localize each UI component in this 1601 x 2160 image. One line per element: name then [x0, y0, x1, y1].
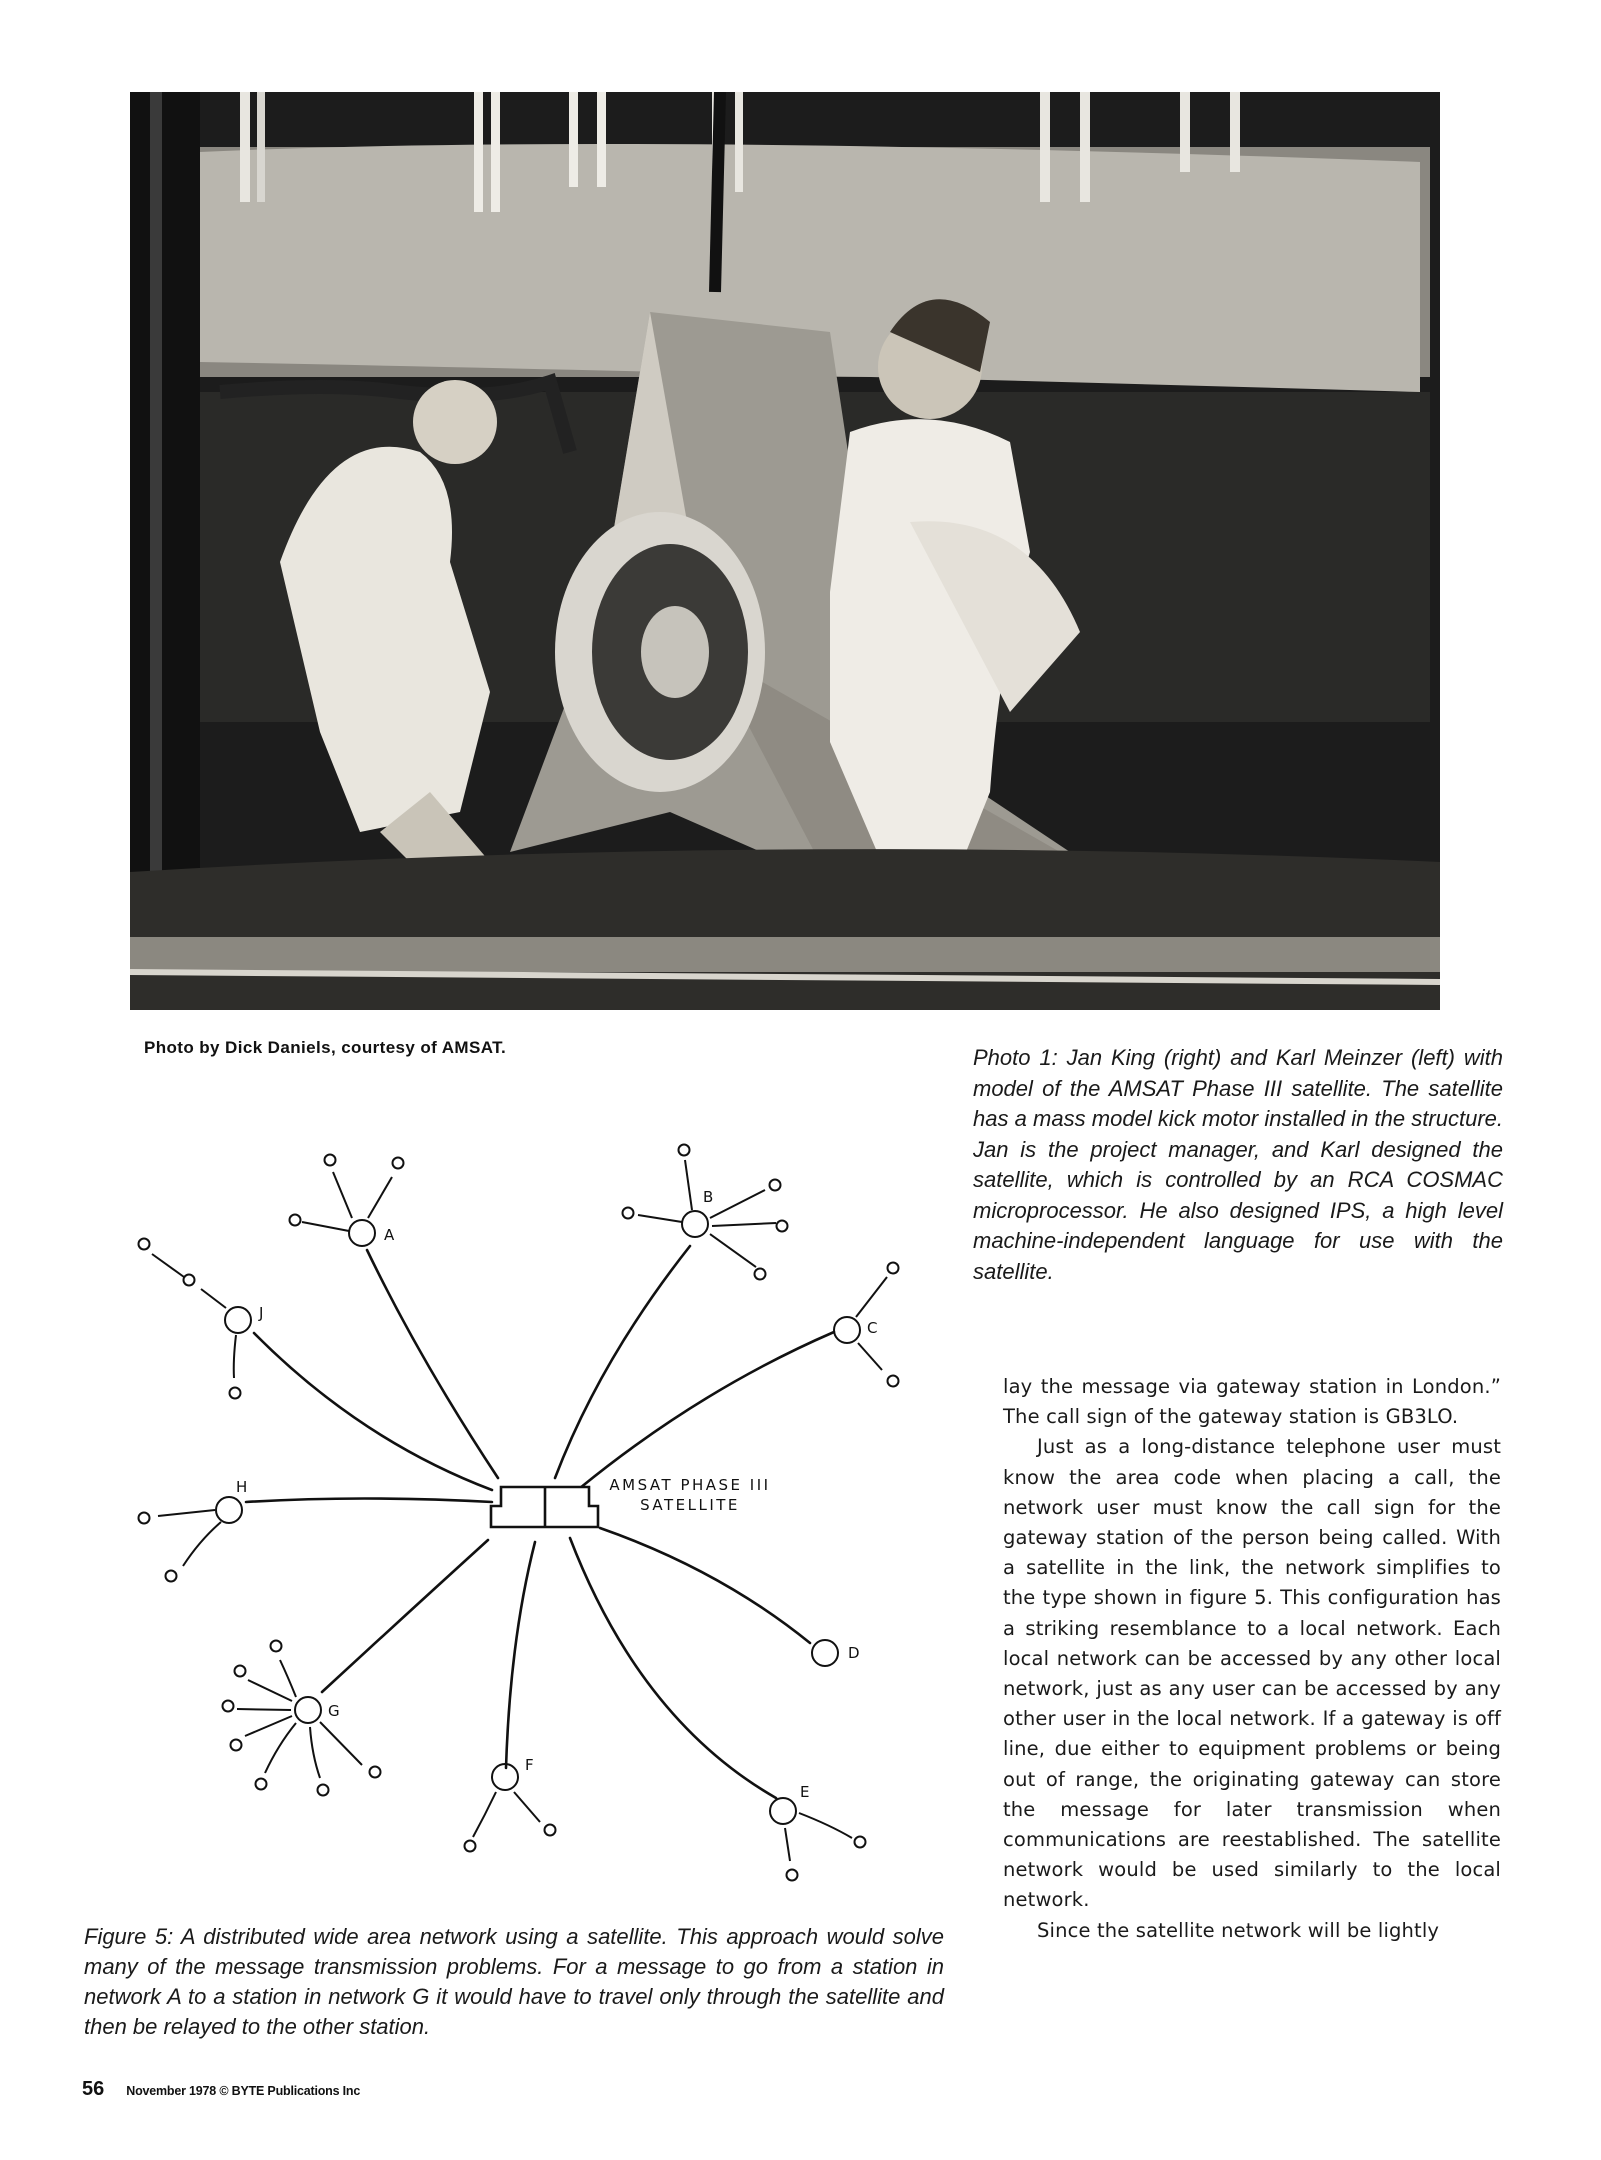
network-diagram: [110, 1120, 970, 1920]
publication-line: November 1978 © BYTE Publications Inc: [126, 2084, 361, 2098]
body-paragraph: Since the satellite network will be lightly: [1037, 1918, 1440, 1942]
network-label-C: C: [867, 1319, 878, 1337]
network-label-A: A: [384, 1226, 395, 1244]
figure-caption: Figure 5: A distributed wide area network using a satellite. This approach would solve many of the message transmission problems. For a message to go from a station in network A to a station in network G it would have to travel only through the satellite and then be relayed to the other station.: [84, 1924, 944, 2039]
link-D: [600, 1528, 810, 1643]
satellite-icon: [491, 1487, 598, 1527]
page-number: 56: [82, 2078, 105, 2100]
link-E: [570, 1538, 776, 1798]
link-A: [367, 1250, 498, 1478]
link-G: [322, 1540, 488, 1692]
network-label-D: D: [848, 1644, 860, 1662]
network-label-B: B: [703, 1188, 714, 1206]
article-body: [1003, 1372, 1501, 1946]
satellite-label-line1: AMSAT PHASE III: [609, 1476, 771, 1494]
photo-illustration: [130, 92, 1440, 1010]
link-C: [580, 1332, 834, 1488]
link-B: [555, 1246, 690, 1478]
body-paragraph: lay the message via gateway station in London.” The call sign of the gateway station is GB3LO.: [1003, 1375, 1501, 1429]
satellite-photo: [130, 92, 1440, 1010]
page-footer: [82, 2078, 360, 2101]
photo-caption: Photo 1: Jan King (right) and Karl Meinzer (left) with model of the AMSAT Phase III satellite. The satellite has a mass model kick motor installed in the structure. Jan is the project manager, and Karl designed the satellite, which is controlled by an RCA COSMAC microprocessor. He also designed IPS, a high level machine-independent language for use with the satellite.: [973, 1045, 1503, 1284]
network-label-F: F: [525, 1756, 534, 1774]
link-H: [246, 1499, 492, 1503]
satellite-label-line2: SATELLITE: [640, 1496, 740, 1514]
satellite-network-figure: [110, 1120, 970, 1920]
photo-credit: Photo by Dick Daniels, courtesy of AMSAT.: [144, 1038, 507, 1057]
network-label-E: E: [800, 1783, 810, 1801]
network-label-H: H: [236, 1478, 248, 1496]
link-F: [506, 1542, 535, 1768]
network-label-G: G: [328, 1702, 340, 1720]
network-label-J: J: [259, 1304, 264, 1322]
body-paragraph: Just as a long-distance telephone user must know the area code when placing a call, the network user must know the call sign for the gateway station of the person being called. With a satellite in the link, the network simplifies to the type shown in figure 5. This configuration has a striking resemblance to a local network. Each local network can be accessed by any other local network, just as any user can be accessed by any other user in the local network. If a gateway is off line, due either to equipment problems or being out of range, the originating gateway can store the message for later transmission when communications are reestablished. The satellite network would be used similarly to the local network.: [1003, 1435, 1501, 1912]
